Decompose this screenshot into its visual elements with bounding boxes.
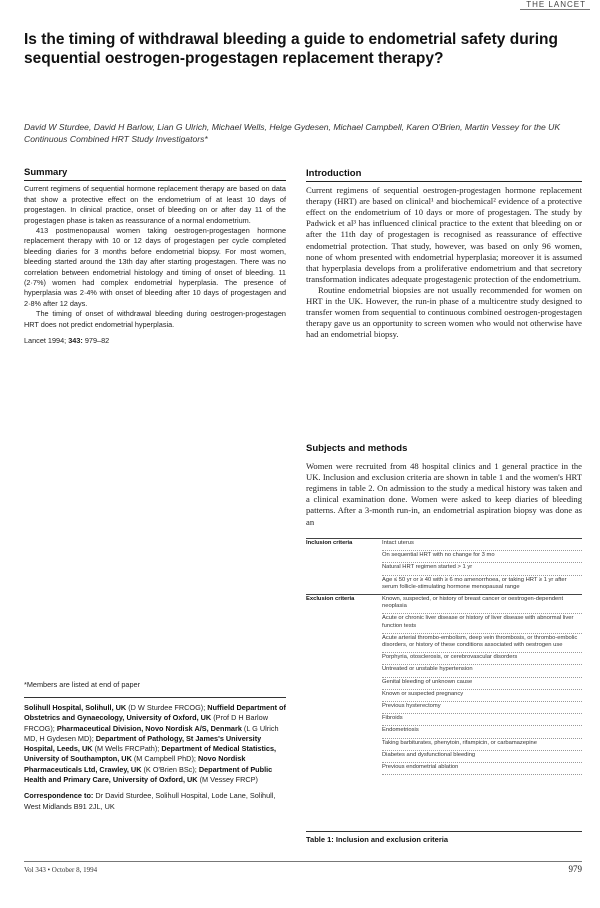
inclusion-label: Inclusion criteria xyxy=(306,539,382,551)
introduction-paragraph-2: Routine endometrial biopsies are not usually recommended for women on HRT in the UK. However, the run-in phase of a multicentre study designed to transfer women from sequential to continuous combined oestrogen-progestagen therapy gave us an opportunity to screen women who would not otherwise have had an endometrial biopsy. xyxy=(306,284,582,340)
inclusion-criterion: Intact uterus xyxy=(382,539,582,551)
methods-paragraph-1: Women were recruited from 48 hospital clinics and 1 general practice in the UK. Inclusion and exclusion criteria are shown in table 1 and the women's HRT regimens in table 2. On admission to the study a medical history was taken and a clinical examination done. Women were asked to keep diaries of bleeding patterns. After a 3-month run-in, an endometrial aspiration biopsy was done as an xyxy=(306,461,582,527)
affiliations xyxy=(24,703,286,812)
exclusion-label xyxy=(306,763,382,775)
inclusion-criterion: Age ≤ 50 yr or ≥ 40 with ≥ 6 mo amenorrhoea, or taking HRT ≥ 1 yr after serum follicle-stimulating hormone menopausal range xyxy=(382,575,582,594)
exclusion-criterion: Known or suspected pregnancy xyxy=(382,689,582,701)
affiliation-text xyxy=(24,703,286,785)
affiliation-authors: (L G Ulrich MD, H Gydesen MD); xyxy=(24,723,279,743)
table-bottom-rule xyxy=(306,831,582,832)
exclusion-label xyxy=(306,738,382,750)
header-rule xyxy=(520,9,590,10)
affiliation-authors: (M Wells FRCPath); xyxy=(92,744,162,754)
table-caption xyxy=(306,835,448,844)
exclusion-label xyxy=(306,633,382,652)
inclusion-row xyxy=(306,575,582,594)
affiliation-institution: Department of Pathology, St James's University Hospital, Leeds, UK xyxy=(24,733,262,754)
affiliation-authors: (K O'Brien BSc); xyxy=(141,764,199,774)
criteria-table xyxy=(306,538,582,775)
correspondence xyxy=(24,791,286,812)
inclusion-label xyxy=(306,551,382,563)
summary-heading: Summary xyxy=(24,168,286,181)
exclusion-row xyxy=(306,714,582,726)
footer-volume: Vol 343 • October 8, 1994 xyxy=(24,866,98,874)
article-title: Is the timing of withdrawal bleeding a guide to endometrial safety during sequential oestrogen-progestagen replacement therapy? xyxy=(24,31,558,68)
exclusion-row xyxy=(306,689,582,701)
introduction-paragraph-1: Current regimens of sequential oestrogen-progestagen hormone replacement therapy (HRT) are based on clinical¹ and biochemical² evidence of a protective effect on the endometrium of 10 days or more of progestagen. The study by Padwick et al³ has influenced clinical practice to the extent that bleeding on or after the 11th day of progestagen is recognised as reassurance of effective endometrial protection. That study, however, was based on only 96 women, none of whom presented with endometrial hyperplasia; moreover it is assumed that hyperplasia develops from a proliferative endometrium and that secretory transformation indicates adequate progestagenic protection of the endometrium. xyxy=(306,185,582,284)
exclusion-label: Exclusion criteria xyxy=(306,595,382,614)
summary-paragraph-3: The timing of onset of withdrawal bleeding during oestrogen-progestagen HRT does not predict endometrial hyperplasia. xyxy=(24,309,286,329)
exclusion-criterion: Porphyria, otosclerosis, or cerebrovascular disorders xyxy=(382,653,582,665)
affiliation-rule xyxy=(24,697,286,698)
exclusion-criterion: Fibroids xyxy=(382,714,582,726)
citation-volume: 343: xyxy=(68,336,83,346)
exclusion-criterion: Known, suspected, or history of breast cancer or oestrogen-dependent neoplasia xyxy=(382,595,582,614)
footer-rule xyxy=(24,861,582,862)
citation-journal: Lancet 1994; xyxy=(24,336,69,346)
exclusion-row xyxy=(306,653,582,665)
exclusion-row xyxy=(306,750,582,762)
exclusion-criterion: Acute or chronic liver disease or history of liver disease with abnormal liver function tests xyxy=(382,614,582,633)
exclusion-row xyxy=(306,595,582,614)
exclusion-label xyxy=(306,714,382,726)
footnote: *Members are listed at end of paper xyxy=(24,680,141,689)
exclusion-criterion: Taking barbiturates, phenytoin, rifampicin, or carbamazepine xyxy=(382,738,582,750)
affiliation-institution: Solihull Hospital, Solihull, UK xyxy=(24,703,127,712)
exclusion-criterion: Untreated or unstable hypertension xyxy=(382,665,582,677)
inclusion-row xyxy=(306,563,582,575)
introduction-heading: Introduction xyxy=(306,168,582,182)
affiliation-institution: Department of Medical Statistics, University of Southampton, UK xyxy=(24,744,277,764)
exclusion-row xyxy=(306,763,582,775)
methods-section xyxy=(306,443,582,528)
summary-paragraph-1: Current regimens of sequential hormone replacement therapy are based on data that show a protective effect on the endometrium of at least 10 days of progestagen. In clinical practice, onset of bleeding on or after day 11 of the progestagen phase is taken as reassurance of a normal endometrium. xyxy=(24,184,286,225)
exclusion-row xyxy=(306,702,582,714)
introduction-section xyxy=(306,168,582,340)
correspondence-label: Correspondence to: xyxy=(24,791,94,801)
journal-name: THE LANCET xyxy=(526,0,586,9)
affiliation-authors: (Prof D H Barlow FRCOG); xyxy=(24,713,268,733)
affiliation-institution: Novo Nordisk Pharmaceuticals Ltd, Crawley, UK xyxy=(24,754,246,774)
exclusion-row xyxy=(306,738,582,750)
citation-pages: 979–82 xyxy=(82,336,110,346)
affiliation-institution: Department of Public Health and Primary Care, University of Oxford, UK xyxy=(24,764,273,785)
affiliation-institution: Nuffield Department of Obstetrics and Gynaecology, University of Oxford, UK xyxy=(24,703,286,723)
inclusion-criterion: Natural HRT regimen started > 1 yr xyxy=(382,563,582,575)
exclusion-label xyxy=(306,653,382,665)
exclusion-criterion: Acute arterial thrombo-embolism, deep vein thrombosis, or thrombo-embolic disorders, or history of these conditions associated with oestrogen use xyxy=(382,633,582,652)
exclusion-row xyxy=(306,633,582,652)
exclusion-criterion: Previous hysterectomy xyxy=(382,702,582,714)
exclusion-label xyxy=(306,677,382,689)
exclusion-label xyxy=(306,726,382,738)
exclusion-row xyxy=(306,677,582,689)
inclusion-label xyxy=(306,575,382,594)
inclusion-label xyxy=(306,563,382,575)
exclusion-criterion: Endometriosis xyxy=(382,726,582,738)
exclusion-row xyxy=(306,726,582,738)
exclusion-criterion: Diabetes and dysfunctional bleeding xyxy=(382,750,582,762)
affiliation-authors: (D W Sturdee FRCOG); xyxy=(126,703,208,712)
inclusion-row xyxy=(306,551,582,563)
affiliation-authors: (M Campbell PhD); xyxy=(131,754,198,764)
methods-heading: Subjects and methods xyxy=(306,443,408,454)
page-number: 979 xyxy=(568,864,582,874)
summary-paragraph-2: 413 postmenopausal women taking oestrogen-progestagen hormone replacement therapy with 10 or 12 days of progestagen per cycle completed bleeding diaries for 3 months before endometrial biopsy. For most women, bleeding started around the 13th day after starting progestagen. There was no correlation between endometrial histology and timing of onset of bleeding. 11 (2·7%) women had complex endometrial hyperplasia. The presence of hyperplasia was 2·4% with onset of bleeding after 10 days of progestagen and 2·8% after 12 days. xyxy=(24,226,286,308)
author-list: David W Sturdee, David H Barlow, Lian G Ulrich, Michael Wells, Helge Gydesen, Michael Campbell, Karen O'Brien, Martin Vessey for the UK Continuous Combined HRT Study Investigators* xyxy=(24,122,561,144)
exclusion-label xyxy=(306,702,382,714)
inclusion-criterion: On sequential HRT with no change for 3 mo xyxy=(382,551,582,563)
exclusion-row xyxy=(306,614,582,633)
affiliation-institution: Pharmaceutical Division, Novo Nordisk A/S, Denmark xyxy=(56,723,242,733)
exclusion-label xyxy=(306,689,382,701)
summary-citation xyxy=(24,336,286,346)
exclusion-label xyxy=(306,665,382,677)
table-caption-title: Inclusion and exclusion criteria xyxy=(333,835,448,844)
table-caption-label: Table 1: xyxy=(306,835,334,844)
exclusion-criterion: Genital bleeding of unknown cause xyxy=(382,677,582,689)
exclusion-row xyxy=(306,665,582,677)
exclusion-label xyxy=(306,614,382,633)
correspondence-address: Dr David Sturdee, Solihull Hospital, Lode Lane, Solihull, West Midlands B91 2JL, UK xyxy=(24,791,276,811)
exclusion-label xyxy=(306,750,382,762)
exclusion-criterion: Previous endometrial ablation xyxy=(382,763,582,775)
affiliation-authors: (M Vessey FRCP) xyxy=(197,775,258,785)
summary-section xyxy=(24,168,286,347)
inclusion-row xyxy=(306,539,582,551)
